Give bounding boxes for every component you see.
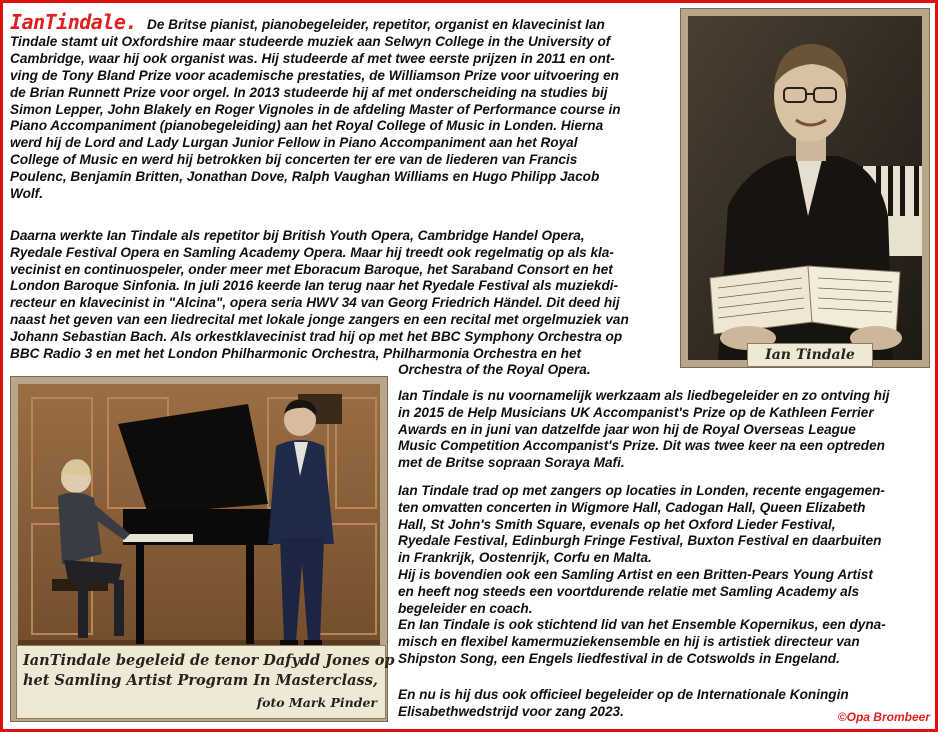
text-line: Hall, St John's Smith Square, evenals op het Oxford Lieder Festival, — [398, 516, 836, 532]
text-line: Shipston Song, een Engels liedfestival in de Cotswolds in Engeland. — [398, 651, 840, 666]
masterclass-caption-line2: het Samling Artist Program In Masterclass, — [23, 672, 378, 689]
portrait-caption: Ian Tindale — [747, 343, 873, 367]
text-line: Elisabethwedstrijd voor zang 2023. — [398, 703, 624, 719]
article-title: IanTindale. — [10, 10, 137, 34]
text-line: Ryedale Festival, Edinburgh Fringe Festival, Buxton Festival en daarbuiten — [398, 533, 882, 549]
text-line: in 2015 de Help Musicians UK Accompanist's Prize op de Kathleen Ferrier — [398, 404, 874, 420]
text-line: College of Music en werd hij betrokken bij concerten ter ere van de liederen van Francis — [10, 152, 578, 168]
text-line: ving de Tony Bland Prize voor academische prestaties, de Williamson Prize voor uitvoering en — [10, 67, 619, 83]
text-line: recteur en klavecinist in "Alcina", opera seria HWV 34 van Georg Friedrich Händel. Dit deed hij — [10, 295, 620, 311]
text-line: de Brian Runnett Prize voor orgel. In 2013 studeerde hij af met onderscheiding na studies bij — [10, 84, 608, 100]
text-line: Ryedale Festival Opera en Samling Academy Opera. Maar hij treedt ook regelmatig op als kla- — [10, 244, 614, 260]
text-line: ten omvatten concerten in Wigmore Hall, Cadogan Hall, Queen Elizabeth — [398, 499, 866, 515]
text-line: Ian Tindale is nu voornamelijk werkzaam als liedbegeleider en zo ontving hij — [398, 388, 890, 403]
portrait-image — [688, 16, 922, 360]
text-line: Simon Lepper, John Blakely en Roger Vignoles in de afdeling Master of Performance course in — [10, 101, 621, 117]
text-line: London Baroque Sinfonia. In juli 2016 keerde Ian terug naar het Ryedale Festival als muziekdi- — [10, 278, 619, 294]
text-line: Cambridge, waar hij ook organist was. Hij studeerde af met twee eerste prijzen in 2011 en ont- — [10, 50, 615, 66]
portrait-illustration — [688, 16, 922, 360]
text-line: Music Competition Accompanist's Prize. Dit was twee keer na een optreden — [398, 438, 885, 454]
text-line: De Britse pianist, pianobegeleider, repetitor, organist en klavecinist Ian — [147, 17, 605, 32]
text-line: Daarna werkte Ian Tindale als repetitor bij British Youth Opera, Cambridge Handel Opera, — [10, 228, 585, 243]
text-line: Poulenc, Benjamin Britten, Jonathan Dove, Ralph Vaughan Williams en Hugo Philipp Jacob — [10, 169, 600, 185]
text-line: Ian Tindale trad op met zangers op locaties in Londen, recente engagemen- — [398, 483, 885, 498]
text-line: misch en flexibel kamermuziekensemble en hij is artistiek directeur van — [398, 634, 860, 650]
text-line: Hij is bovendien ook een Samling Artist en een Britten-Pears Young Artist — [398, 567, 873, 582]
masterclass-caption-line1: IanTindale begeleid de tenor Dafydd Jones op — [23, 652, 395, 669]
career-paragraph-last-line: Orchestra of the Royal Opera. — [398, 362, 591, 377]
text-line: En Ian Tindale is ook stichtend lid van het Ensemble Kopernikus, een dyna- — [398, 617, 886, 633]
text-line: in Frankrijk, Oostenrijk, Corfu en Malta. — [398, 550, 652, 566]
text-line: Awards en in juni van datzelfde jaar won hij de Royal Overseas League — [398, 421, 856, 437]
text-line: vecinist en continuospeler, onder meer met Eboracum Baroque, het Saraband Consort en het — [10, 261, 613, 277]
text-line: Wolf. — [10, 186, 43, 201]
text-line: BBC Radio 3 en met het London Philharmonic Orchestra, Philharmonia Orchestra en het — [10, 345, 582, 361]
masterclass-caption — [16, 645, 395, 719]
text-line: werd hij de Lord and Lady Lurgan Junior Fellow in Piano Accompaniment aan het Royal — [10, 135, 578, 151]
text-line: Piano Accompaniment (pianobegeleiding) aan het Royal College of Music in Londen. Hierna — [10, 118, 604, 134]
text-line: met de Britse sopraan Soraya Mafi. — [398, 455, 625, 471]
text-line: Johann Sebastian Bach. Als orkestklavecinist trad hij op met het BBC Symphony Orchestra op — [10, 328, 623, 344]
footer-credit: ©Opa Brombeer — [837, 710, 930, 724]
text-line: Tindale stamt uit Oxfordshire maar studeerde muziek aan Selwyn College in the University of — [10, 33, 611, 49]
text-line: en heeft nog steeds een voortdurende relatie met Samling Academy als — [398, 583, 860, 599]
photo-credit: foto Mark Pinder — [256, 695, 377, 710]
text-line: begeleider en coach. — [398, 600, 533, 616]
text-line: naast het geven van een liedrecital met lokale jonge zangers en een recital met orgelmuziek van — [10, 312, 629, 327]
text-line: En nu is hij dus ook officieel begeleider op de Internationale Koningin — [398, 687, 849, 702]
portrait-photo — [680, 8, 930, 368]
